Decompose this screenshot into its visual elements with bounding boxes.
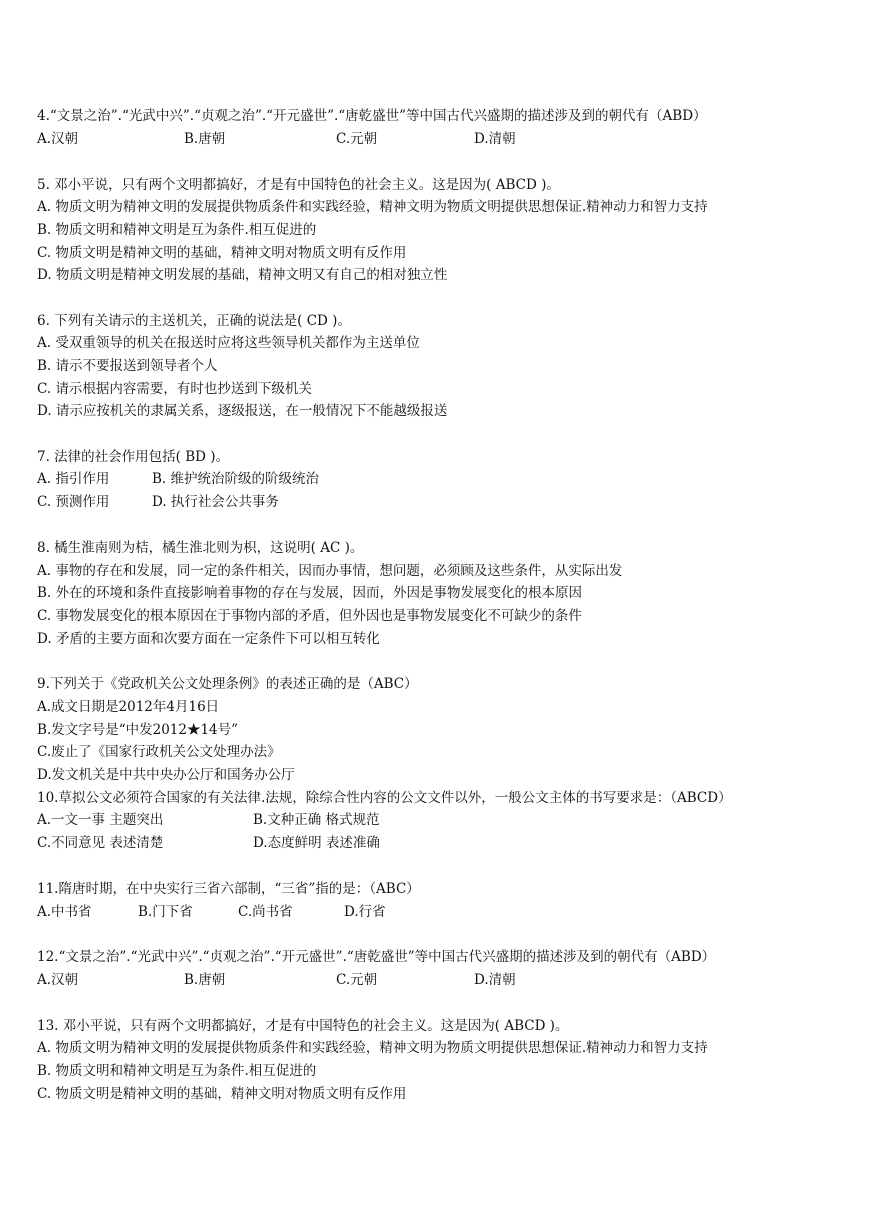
option-c: C.尚书省 (238, 904, 293, 920)
question-10-stem: 10.草拟公文必须符合国家的有关法律.法规，除综合性内容的公文文件以外，一般公文主体的书写要求是：（ABCD） (37, 790, 732, 806)
question-8-option-b: B. 外在的环境和条件直接影响着事物的存在与发展，因而，外因是事物发展变化的根本原因 (37, 585, 583, 601)
question-8-stem: 8. 橘生淮南则为桔，橘生淮北则为枳，这说明( AC )。 (37, 540, 364, 556)
question-13-option-a: A. 物质文明为精神文明的发展提供物质条件和实践经验，精神文明为物质文明提供思想保证.精神动力和智力支持 (37, 1040, 708, 1056)
question-6-option-d: D. 请示应按机关的隶属关系，逐级报送，在一般情况下不能越级报送 (37, 403, 448, 419)
question-5-option-d: D. 物质文明是精神文明发展的基础，精神文明又有自己的相对独立性 (37, 267, 448, 283)
option-d: D.态度鲜明 表述准确 (253, 835, 380, 851)
option-d: D.清朝 (474, 972, 516, 988)
question-5-option-b: B. 物质文明和精神文明是互为条件.相互促进的 (37, 222, 317, 238)
question-6-option-b: B. 请示不要报送到领导者个人 (37, 358, 218, 374)
question-12-stem: 12.“文景之治”.“光武中兴”.“贞观之治”.“开元盛世”.“唐乾盛世”等中国古代兴盛期的描述涉及到的朝代有（ABD） (37, 949, 716, 965)
question-6-option-a: A. 受双重领导的机关在报送时应将这些领导机关都作为主送单位 (37, 335, 420, 351)
option-a: A.汉朝 (37, 972, 79, 988)
question-8-option-d: D. 矛盾的主要方面和次要方面在一定条件下可以相互转化 (37, 631, 380, 647)
option-d: D. 执行社会公共事务 (152, 494, 279, 510)
question-6-stem: 6. 下列有关请示的主送机关，正确的说法是( CD )。 (37, 313, 351, 329)
option-c: C. 预测作用 (37, 494, 110, 510)
option-b: B.唐朝 (184, 972, 226, 988)
question-11-stem: 11.隋唐时期，在中央实行三省六部制，“三省”指的是：（ABC） (37, 881, 420, 897)
option-a: A. 指引作用 (37, 471, 110, 487)
option-b: B.文种正确 格式规范 (253, 812, 380, 828)
question-4-stem: 4.“文景之治”.“光武中兴”.“贞观之治”.“开元盛世”.“唐乾盛世”等中国古代兴盛期的描述涉及到的朝代有（ABD） (37, 108, 707, 124)
question-9-option-d: D.发文机关是中共中央办公厅和国务办公厅 (37, 767, 295, 783)
question-9-option-c: C.废止了《国家行政机关公文处理办法》 (37, 744, 281, 760)
option-b: B.唐朝 (184, 131, 226, 147)
option-d: D.清朝 (474, 131, 516, 147)
option-a: A.汉朝 (37, 131, 79, 147)
option-d: D.行省 (344, 904, 386, 920)
option-a: A.中书省 (37, 904, 92, 920)
question-8-option-c: C. 事物发展变化的根本原因在于事物内部的矛盾，但外因也是事物发展变化不可缺少的条件 (37, 608, 582, 624)
option-c: C.元朝 (336, 972, 378, 988)
question-9-option-b: B.发文字号是“中发2012★14号” (37, 722, 239, 738)
question-5-option-c: C. 物质文明是精神文明的基础，精神文明对物质文明有反作用 (37, 245, 407, 261)
option-c: C.元朝 (336, 131, 378, 147)
question-13-option-c: C. 物质文明是精神文明的基础，精神文明对物质文明有反作用 (37, 1086, 407, 1102)
option-c: C.不同意见 表述清楚 (37, 835, 164, 851)
question-9-option-a: A.成文日期是2012年4月16日 (37, 699, 220, 715)
option-a: A.一文一事 主题突出 (37, 812, 164, 828)
question-5-stem: 5. 邓小平说，只有两个文明都搞好，才是有中国特色的社会主义。这是因为( ABCD )。 (37, 177, 560, 193)
option-b: B.门下省 (138, 904, 193, 920)
question-13-option-b: B. 物质文明和精神文明是互为条件.相互促进的 (37, 1063, 317, 1079)
question-7-stem: 7. 法律的社会作用包括( BD )。 (37, 449, 230, 465)
question-9-stem: 9.下列关于《党政机关公文处理条例》的表述正确的是（ABC） (37, 676, 418, 692)
question-8-option-a: A. 事物的存在和发展，同一定的条件相关，因而办事情，想问题，必须顾及这些条件，从实际出发 (37, 563, 623, 579)
option-b: B. 维护统治阶级的阶级统治 (152, 471, 320, 487)
question-13-stem: 13. 邓小平说，只有两个文明都搞好，才是有中国特色的社会主义。这是因为( ABCD )。 (37, 1018, 569, 1034)
question-6-option-c: C. 请示根据内容需要，有时也抄送到下级机关 (37, 381, 312, 397)
question-5-option-a: A. 物质文明为精神文明的发展提供物质条件和实践经验，精神文明为物质文明提供思想保证.精神动力和智力支持 (37, 199, 708, 215)
